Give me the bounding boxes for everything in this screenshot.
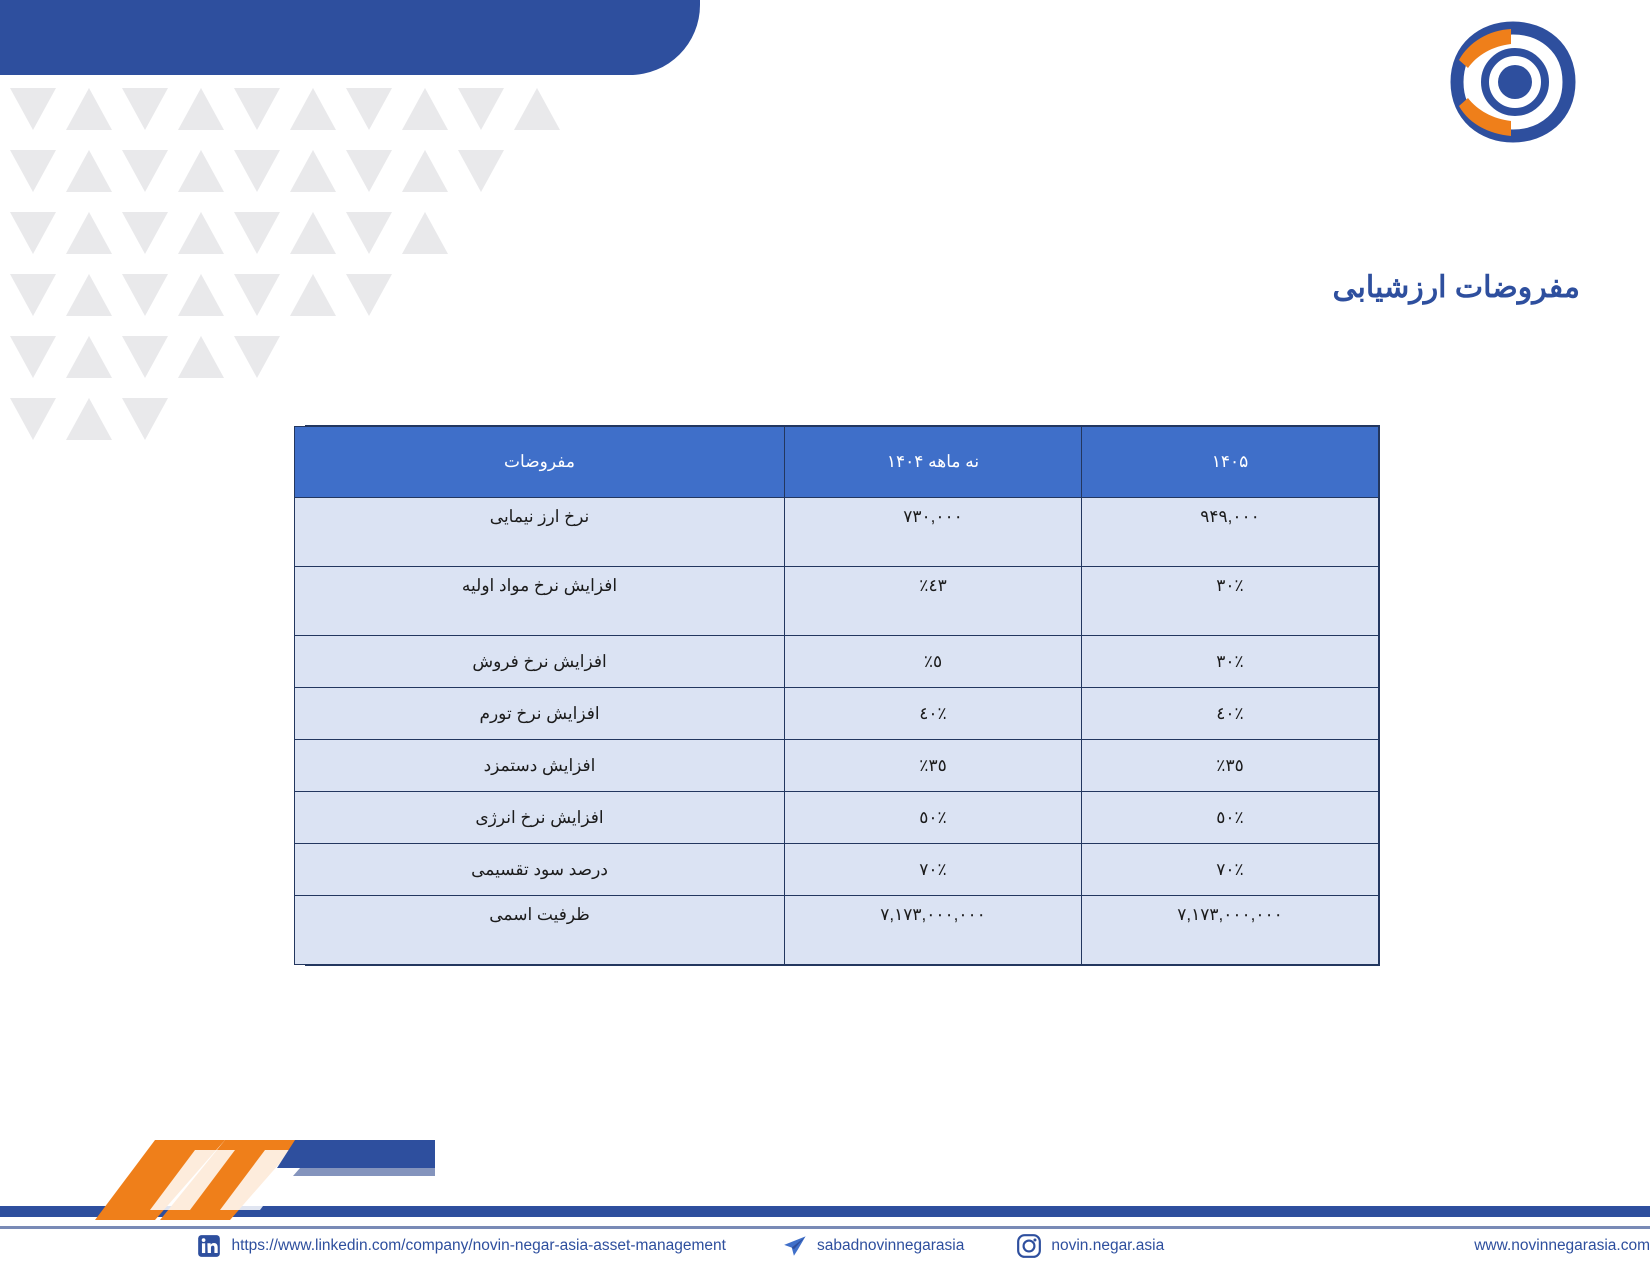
header-band [0, 0, 700, 75]
table-row [295, 844, 1379, 896]
table-header-row [295, 427, 1379, 498]
cell-text: افزایش نرخ انرژی [475, 807, 604, 827]
footer-telegram-link[interactable] [782, 1233, 964, 1259]
cell-text: ۹۴۹,۰۰۰ [1200, 507, 1260, 526]
footer-telegram-text: sabadnovinnegarasia [816, 1237, 965, 1254]
cell-text: ٥۰٪ [919, 807, 947, 827]
cell-1405 [1082, 498, 1379, 567]
cell-text: افزایش نرخ فروش [472, 651, 607, 671]
cell-text: ٤٣٪ [919, 576, 947, 595]
footer [0, 1157, 1650, 1275]
instagram-icon [1016, 1233, 1042, 1259]
cell-text: ٤۰٪ [1216, 703, 1244, 723]
cell-assumption-name [295, 740, 785, 792]
cell-nine-month-1404 [785, 498, 1082, 567]
company-logo-eye-icon [1445, 20, 1580, 145]
footer-website-text: www.novinnegarasia.com [1474, 1237, 1650, 1254]
header-nine-month-1404: نه ماهه ۱۴۰۴ [785, 427, 1082, 498]
cell-text: ۳٥٪ [1216, 755, 1244, 775]
table-row [295, 896, 1379, 965]
cell-text: ٥٪ [923, 651, 943, 671]
cell-text: نرخ ارز نیمایی [489, 507, 590, 526]
cell-1405 [1082, 896, 1379, 965]
page-title: مفروضات ارزشیابی [1332, 271, 1580, 304]
cell-assumption-name [295, 567, 785, 636]
cell-nine-month-1404 [785, 792, 1082, 844]
cell-1405 [1082, 567, 1379, 636]
header-1405: ۱۴۰۵ [1082, 427, 1379, 498]
cell-assumption-name [295, 636, 785, 688]
cell-1405 [1082, 844, 1379, 896]
cell-nine-month-1404 [785, 636, 1082, 688]
cell-text: ۷۳۰,۰۰۰ [903, 507, 963, 526]
cell-text: ۳۰٪ [1216, 651, 1244, 671]
cell-text: افزایش نرخ مواد اولیه [461, 576, 618, 595]
cell-text: افزایش نرخ تورم [479, 703, 600, 723]
footer-instagram-link[interactable] [1016, 1233, 1164, 1259]
cell-text: ۳۰٪ [1216, 576, 1244, 595]
table-row [295, 567, 1379, 636]
cell-nine-month-1404 [785, 688, 1082, 740]
cell-1405 [1082, 688, 1379, 740]
cell-nine-month-1404 [785, 844, 1082, 896]
cell-assumption-name [295, 896, 785, 965]
footer-linkedin-text: https://www.linkedin.com/company/novin-negar-asia-asset-management [231, 1237, 726, 1254]
cell-text: ۷۰٪ [919, 859, 947, 879]
telegram-icon [782, 1233, 808, 1259]
table-row [295, 498, 1379, 567]
cell-text: ۳٥٪ [919, 755, 947, 775]
table-row [295, 688, 1379, 740]
cell-assumption-name [295, 844, 785, 896]
cell-text: ٤۰٪ [919, 703, 947, 723]
cell-text: ظرفیت اسمی [489, 905, 590, 924]
table-row [295, 792, 1379, 844]
assumptions-table [305, 425, 1380, 966]
footer-links [0, 1217, 1650, 1275]
cell-nine-month-1404 [785, 896, 1082, 965]
footer-linkedin-link[interactable] [196, 1233, 726, 1259]
cell-text: ۷,۱۷۳,۰۰۰,۰۰۰ [1177, 905, 1283, 924]
table-row [295, 740, 1379, 792]
cell-text: درصد سود تقسیمی [471, 859, 608, 879]
cell-text: ۷۰٪ [1216, 859, 1244, 879]
cell-1405 [1082, 740, 1379, 792]
cell-assumption-name [295, 688, 785, 740]
cell-assumption-name [295, 498, 785, 567]
footer-instagram-text: novin.negar.asia [1051, 1237, 1165, 1254]
cell-1405 [1082, 636, 1379, 688]
cell-nine-month-1404 [785, 740, 1082, 792]
cell-text: ٥۰٪ [1216, 807, 1244, 827]
cell-nine-month-1404 [785, 567, 1082, 636]
cell-text: افزایش دستمزد [483, 755, 596, 775]
linkedin-icon [196, 1233, 222, 1259]
table-row [295, 636, 1379, 688]
header-assumptions: مفروضات [295, 427, 785, 498]
cell-assumption-name [295, 792, 785, 844]
cell-1405 [1082, 792, 1379, 844]
cell-text: ۷,۱۷۳,۰۰۰,۰۰۰ [880, 905, 986, 924]
footer-website-link[interactable] [1474, 1237, 1650, 1255]
